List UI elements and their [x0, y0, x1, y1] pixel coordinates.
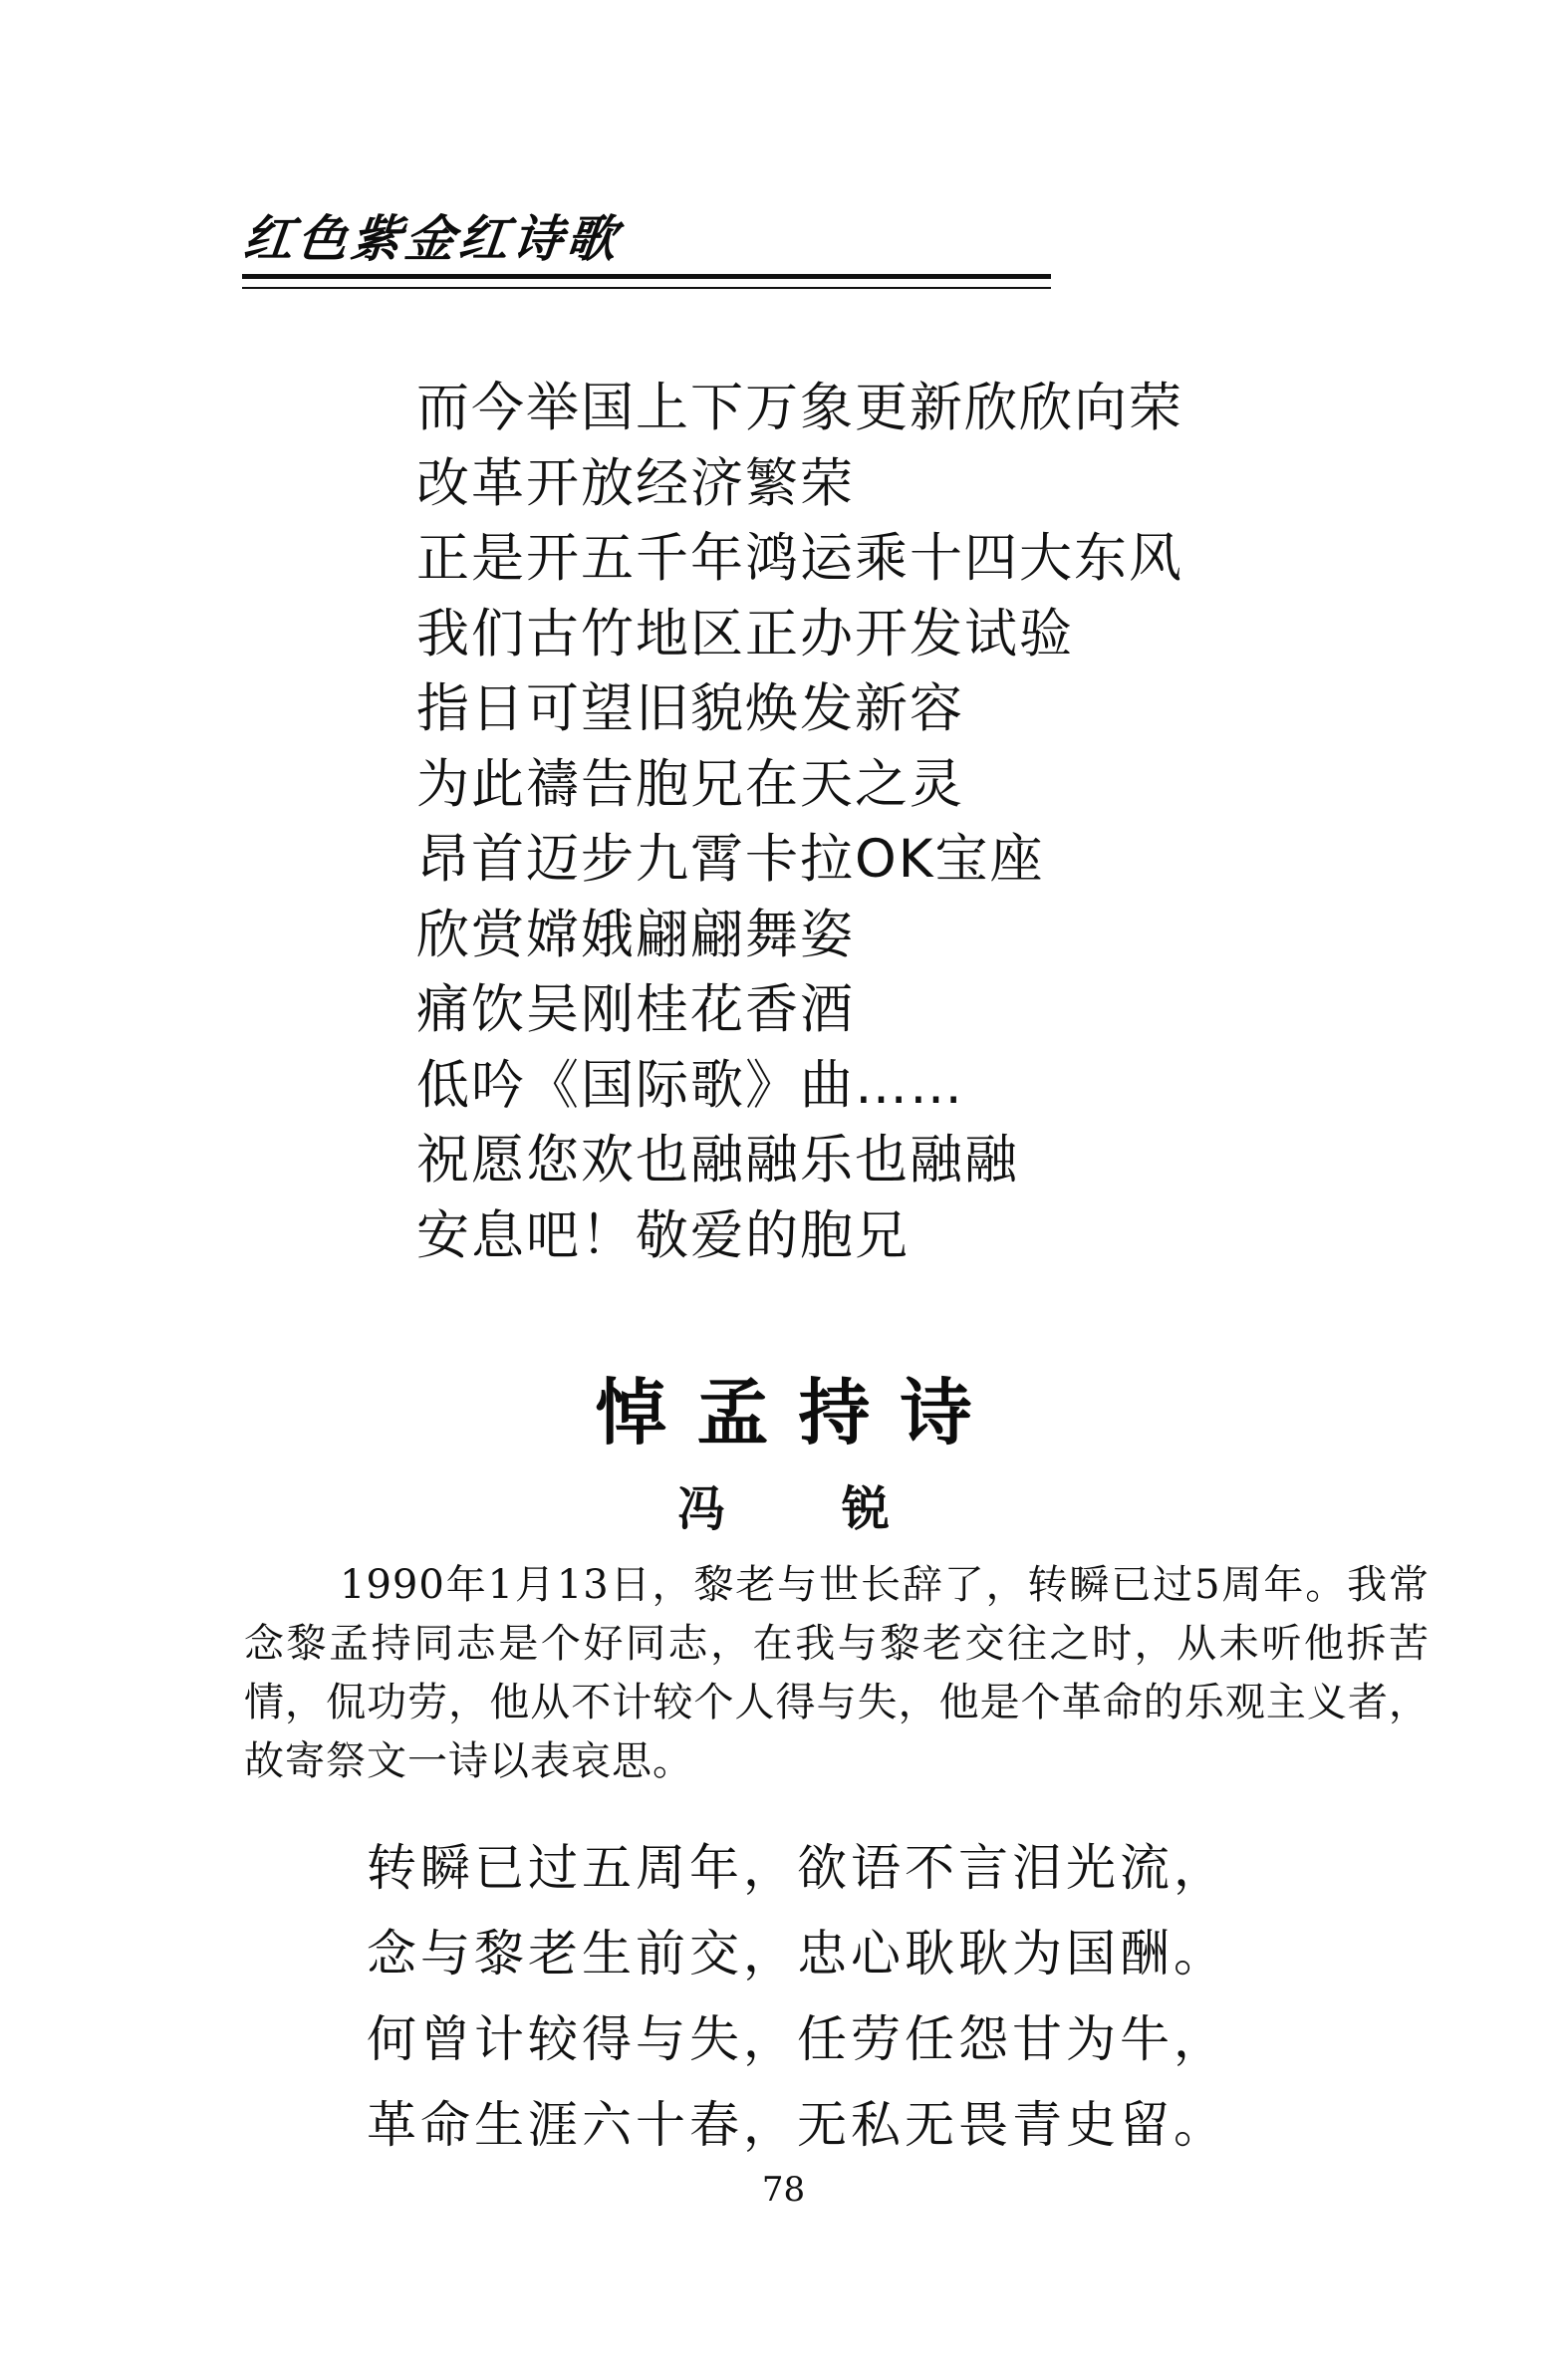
header-rule-thick [242, 274, 1051, 279]
poem-line: 安息吧！敬爱的胞兄 [416, 1204, 910, 1266]
poem-line: 指日可望旧貌焕发新容 [416, 678, 964, 739]
poem-line: 我们古竹地区正办开发试验 [416, 603, 1074, 664]
poem-line: 转瞬已过五周年，欲语不言泪光流， [367, 1839, 1227, 1897]
header-rule-thin [242, 287, 1051, 289]
poem-line: 昂首迈步九霄卡拉OK宝座 [416, 829, 1045, 890]
poem-line: 革命生涯六十春，无私无畏青史留。 [367, 2096, 1227, 2154]
continued-poem [416, 371, 1183, 1273]
poem-line: 何曾计较得与失，任劳任怨甘为牛， [367, 2010, 1227, 2068]
poem-line: 欣赏嫦娥翩翩舞姿 [416, 904, 855, 965]
poem-line: 而今举国上下万象更新欣欣向荣 [416, 378, 1183, 438]
poem-line: 念与黎老生前交，忠心耿耿为国酬。 [367, 1925, 1227, 1983]
running-header-title: 红色紫金红诗歌 [240, 210, 624, 268]
poem-line: 改革开放经济繁荣 [416, 452, 855, 514]
poem-line: 低吟《国际歌》曲…… [416, 1054, 964, 1116]
poem-line: 祝愿您欢也融融乐也融融 [416, 1130, 1019, 1190]
intro-paragraph: 1990年1月13日，黎老与世长辞了，转瞬已过5周年。我常念黎孟持同志是个好同志，在我与黎老交往之时，从未听他拆苦情，侃功劳，他从不计较个人得与失，他是个革命的乐观主义者，故寄祭文一诗以表哀思。 [244, 1562, 1430, 1784]
poem-title: 悼孟持诗 [595, 1370, 1002, 1454]
poem-line: 正是开五千年鸿运乘十四大东风 [416, 528, 1183, 589]
page-number: 78 [761, 2170, 806, 2210]
poem-line: 痛饮吴刚桂花香酒 [416, 979, 855, 1040]
memorial-poem [367, 1825, 1227, 2168]
poem-author: 冯 锐 [677, 1481, 939, 1537]
poem-line: 为此禱告胞兄在天之灵 [416, 753, 964, 815]
